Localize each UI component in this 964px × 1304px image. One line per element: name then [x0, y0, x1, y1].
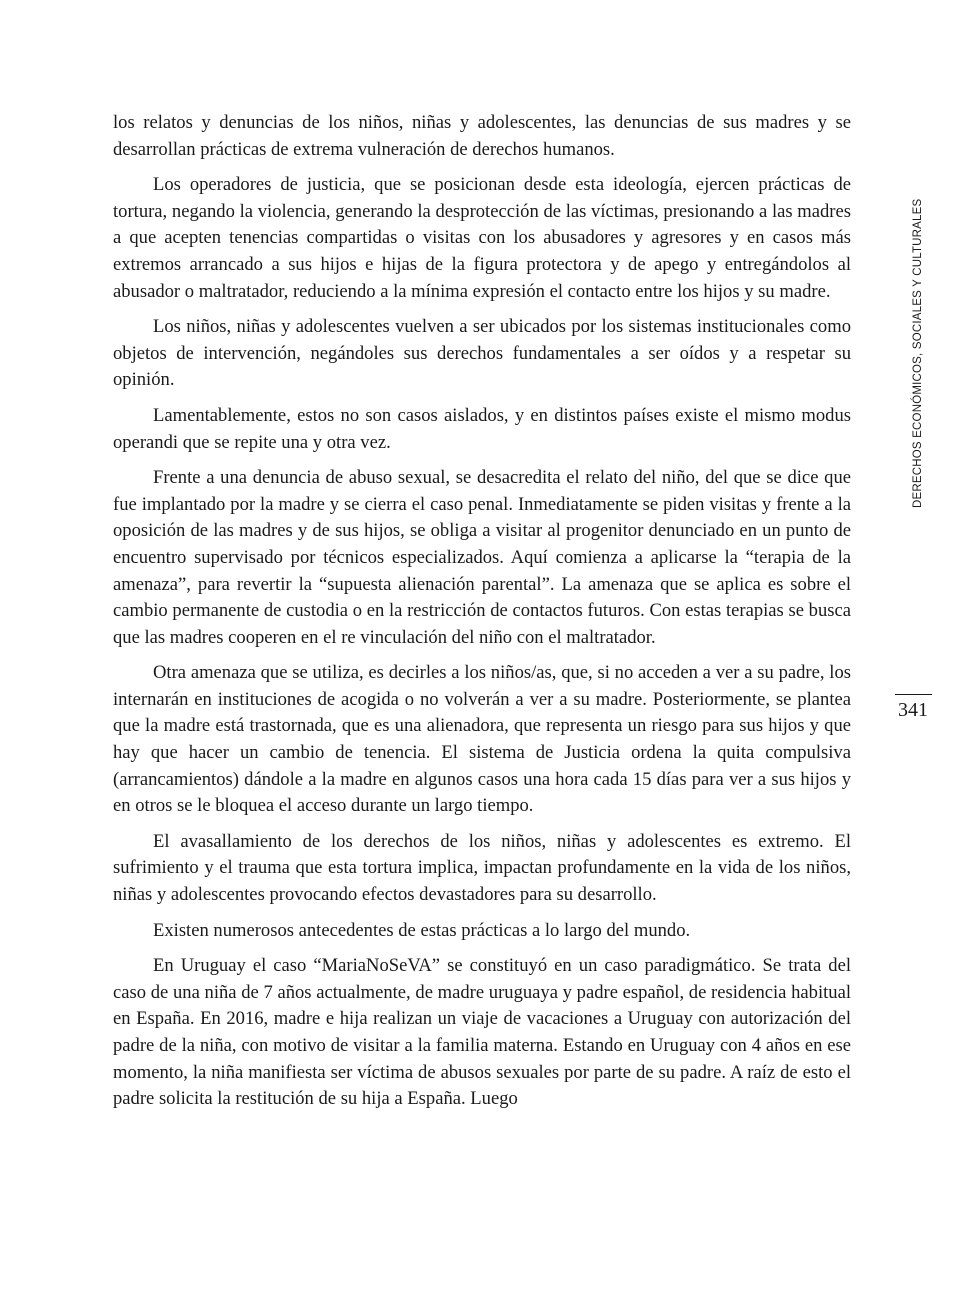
- paragraph-4: Lamentablemente, estos no son casos aislados, y en distintos países existe el mismo modus operandi que se repite una y otra vez.: [113, 404, 851, 453]
- paragraph-1: los relatos y denuncias de los niños, niñas y adolescentes, las denuncias de sus madres y se desarrollan prácticas de extrema vulneración de derechos humanos.: [113, 112, 851, 160]
- paragraph-2: Los operadores de justicia, que se posicionan desde esta ideología, ejercen prácticas de tortura, negando la violencia, generando la desprotección de las víctimas, presionando a las madres a que acepten tenencias compartidas o visitas con los abusadores y agresores y en casos más extremos arrancado a sus hijos e hijas de la figura protectora y de apego y entregándolos al abusador o maltratador, reduciendo a la mínima expresión el contacto entre los hijos y su madre.: [113, 174, 851, 302]
- paragraph-7: El avasallamiento de los derechos de los niños, niñas y adolescentes es extremo. El sufrimiento y el trauma que esta tortura implica, impactan profundamente en la vida de los niños, niñas y adolescentes provocando efectos devastadores para su desarrollo.: [113, 830, 851, 906]
- paragraph-5: Frente a una denuncia de abuso sexual, se desacredita el relato del niño, del que se dice que fue implantado por la madre y se cierra el caso penal. Inmediatamente se piden visitas y frente a la oposición de las madres y de sus hijos, se obliga a visitar al progenitor denunciado en un punto de encuentro supervisado por técnicos especializados. Aquí comienza a aplicarse la “terapia de la amenaza”, para revertir la “supuesta alienación parental”. La amenaza que se aplica es sobre el cambio permanente de custodia o en la restricción de contactos futuros. Con estas terapias se busca que las madres cooperen en el re vinculación del niño con el maltratador.: [113, 467, 851, 648]
- paragraph-6: Otra amenaza que se utiliza, es decirles a los niños/as, que, si no acceden a ver a su padre, los internarán en instituciones de acogida o no volverán a ver a su madre. Posteriormente, se plantea que la madre está trastornada, que es una alienadora, que representa un riesgo para sus hijos y que hay que hacer un cambio de tenencia. El sistema de Justicia ordena la quita compulsiva (arrancamientos) dándole a la madre en algunos casos una hora cada 15 días para ver a sus hijos y en otros se le bloquea el acceso durante un largo tiempo.: [113, 662, 851, 817]
- running-head: DERECHOS ECONÓMICOS, SOCIALES Y CULTURALES: [912, 198, 924, 508]
- paragraph-3: Los niños, niñas y adolescentes vuelven a ser ubicados por los sistemas institucionales como objetos de intervención, negándoles sus derechos fundamentales a ser oídos y a respetar su opinión.: [113, 316, 851, 391]
- page-body: [113, 110, 851, 1122]
- paragraph-9: En Uruguay el caso “MariaNoSeVA” se constituyó en un caso paradigmático. Se trata del caso de una niña de 7 años actualmente, de madre uruguaya y padre español, de residencia habitual en España. En 2016, madre e hija realizan un viaje de vacaciones a Uruguay con autorización del padre de la niña, con motivo de visitar a la familia materna. Estando en Uruguay con 4 años en ese momento, la niña manifiesta ser víctima de abusos sexuales por parte de su padre. A raíz de esto el padre solicita la restitución de su hija a España. Luego: [113, 955, 851, 1110]
- page-number-rule: [895, 694, 932, 695]
- page-number: 341: [898, 699, 928, 721]
- paragraph-8: Existen numerosos antecedentes de estas prácticas a lo largo del mundo.: [153, 919, 691, 941]
